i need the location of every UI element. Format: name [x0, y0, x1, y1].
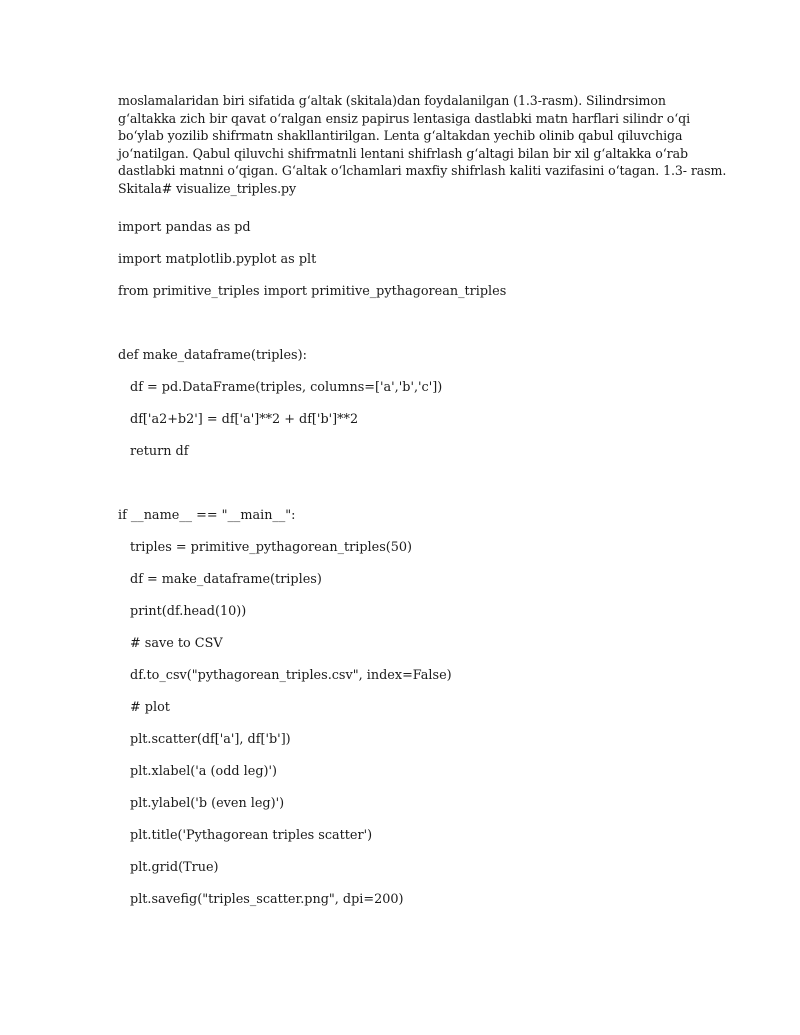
code-line: import matplotlib.pyplot as plt [118, 252, 317, 267]
code-line: df['a2+b2'] = df['a']**2 + df['b']**2 [130, 412, 359, 427]
code-line: triples = primitive_pythagorean_triples(50) [130, 540, 413, 555]
code-line: print(df.head(10)) [130, 604, 247, 619]
code-line: import pandas as pd [118, 220, 251, 235]
paragraph-line: bo‘ylab yozilib shifrmatn shakllantirilgan. Lenta g‘altakdan yechib olinib qabul qiluvchiga [118, 128, 683, 144]
code-line: df = pd.DataFrame(triples, columns=['a','b','c']) [130, 380, 443, 395]
code-line: df.to_csv("pythagorean_triples.csv", index=False) [130, 668, 452, 683]
code-line: df = make_dataframe(triples) [130, 572, 322, 587]
body-paragraph [118, 92, 727, 198]
code-line: from primitive_triples import primitive_pythagorean_triples [118, 284, 507, 299]
paragraph-line: jo‘natilgan. Qabul qiluvchi shifrmatnli lentani shifrlash g‘altagi bilan bir xil g‘altakka o‘rab [118, 145, 688, 161]
paragraph-line: moslamalaridan biri sifatida g‘altak (skitala)dan foydalanilgan (1.3-rasm). Silindrsimon [118, 93, 666, 108]
paragraph-line: Skitala# visualize_triples.py [118, 180, 297, 196]
code-line: plt.title('Pythagorean triples scatter') [130, 828, 373, 843]
paragraph-line: g‘altakka zich bir qavat o‘ralgan ensiz papirus lentasiga dastlabki matn harflari silindr o‘qi [118, 110, 691, 126]
code-line: plt.ylabel('b (even leg)') [130, 796, 285, 811]
code-comment: # plot [130, 700, 170, 715]
paragraph-line: dastlabki matnni o‘qigan. G‘altak o‘lchamlari maxfiy shifrlash kaliti vazifasini o‘tagan. 1.3- rasm. [118, 163, 727, 179]
code-line: def make_dataframe(triples): [118, 348, 307, 363]
blank-line [118, 474, 718, 506]
code-line: plt.scatter(df['a'], df['b']) [130, 732, 291, 747]
code-line: plt.grid(True) [130, 860, 219, 875]
code-comment: # save to CSV [130, 636, 223, 651]
code-line: plt.xlabel('a (odd leg)') [130, 764, 278, 779]
code-line: if __name__ == "__main__": [118, 508, 296, 523]
blank-line [118, 314, 718, 346]
code-line: plt.savefig("triples_scatter.png", dpi=200) [130, 892, 404, 907]
code-listing [118, 218, 718, 922]
code-line: return df [130, 444, 189, 459]
